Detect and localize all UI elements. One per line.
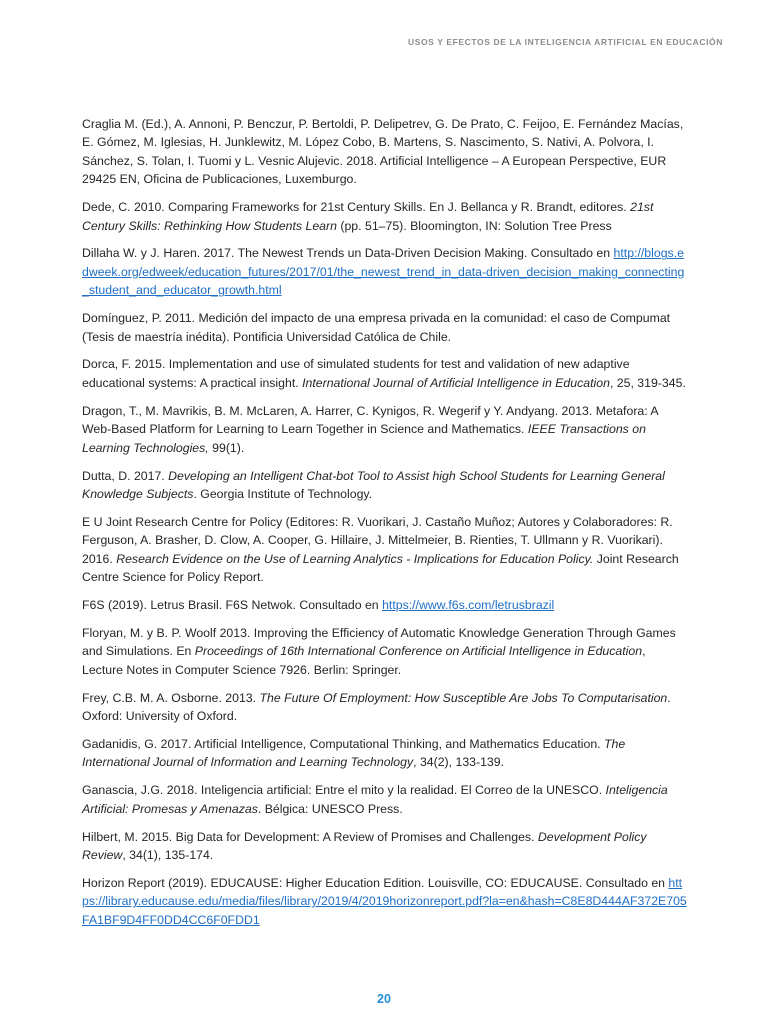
reference-entry: Ganascia, J.G. 2018. Inteligencia artificial: Entre el mito y la realidad. El Correo de la UNESCO. Inteligencia Artificial: Promesas y Amenazas. Bélgica: UNESCO Press.	[82, 783, 668, 816]
reference-entry: Dragon, T., M. Mavrikis, B. M. McLaren, A. Harrer, C. Kynigos, R. Wegerif y Y. Andyang. 2013. Metafora: A Web-Based Platform for Learning to Learn Together in Science and Mathematics. IEEE Transactions on Learning Technologies, 99(1).	[82, 403, 658, 455]
reference-entry: Dorca, F. 2015. Implementation and use of simulated students for test and validation of new adaptive educational systems: A practical insight. International Journal of Artificial Intelligence in Education, 25, 319-345.	[82, 357, 686, 390]
reference-entry: F6S (2019). Letrus Brasil. F6S Netwok. Consultado en https://www.f6s.com/letrusbrazil	[82, 597, 555, 612]
reference-entry: Horizon Report (2019). EDUCAUSE: Higher Education Edition. Louisville, CO: EDUCAUSE. Consultado en https://library.educause.edu/media/files/library/2019/4/2019horizonreport.pdf?la=en&hash=C8E8D444AF372E705FA1BF9D4FF0DD4CC6F0FDD1	[82, 875, 687, 927]
running-header: USOS Y EFECTOS DE LA INTELIGENCIA ARTIFICIAL EN EDUCACIÓN	[407, 37, 723, 47]
reference-entry: Domínguez, P. 2011. Medición del impacto de una empresa privada en la comunidad: el caso de Compumat (Tesis de maestría inédita). Pontificia Universidad Católica de Chile.	[82, 311, 671, 344]
reference-list	[82, 115, 688, 939]
reference-entry: Craglia M. (Ed.), A. Annoni, P. Benczur, P. Bertoldi, P. Delipetrev, G. De Prato, C. Feijoo, E. Fernández Macías, E. Gómez, M. Iglesias, H. Junklewitz, M. López Cobo, B. Martens, S. Nascimento, S. Nativi, A. Polvora, I. Sánchez, S. Tolan, I. Tuomi y L. Vesnic Alujevic. 2018. Artificial Intelligence – A European Perspective, EUR 29425 EN, Oficina de Publicaciones, Luxemburgo.	[82, 117, 684, 187]
reference-entry: Floryan, M. y B. P. Woolf 2013. Improving the Efficiency of Automatic Knowledge Generation Through Games and Simulations. En Proceedings of 16th International Conference on Artificial Intelligence in Education, Lecture Notes in Computer Science 7926. Berlin: Springer.	[82, 625, 676, 677]
reference-entry: Dillaha W. y J. Haren. 2017. The Newest Trends un Data-Driven Decision Making. Consultado en http://blogs.edweek.org/edweek/education_futures/2017/01/the_newest_trend_in_data-driven_decision_making_connecting_student_and_educator_growth.html	[82, 246, 685, 298]
reference-link[interactable]: https://library.educause.edu/media/files/library/2019/4/2019horizonreport.pdf?la=en&hash=C8E8D444AF372E705FA1BF9D4FF0DD4CC6F0FDD1	[82, 875, 687, 927]
page-number: 20	[377, 992, 391, 1006]
reference-entry: Hilbert, M. 2015. Big Data for Development: A Review of Promises and Challenges. Development Policy Review, 34(1), 135-174.	[82, 829, 647, 862]
reference-link[interactable]: http://blogs.edweek.org/edweek/education_futures/2017/01/the_newest_trend_in_data-driven_decision_making_connecting_student_and_educator_growth.html	[82, 246, 685, 298]
reference-entry: Frey, C.B. M. A. Osborne. 2013. The Future Of Employment: How Susceptible Are Jobs To Computarisation. Oxford: University of Oxford.	[82, 690, 671, 723]
reference-entry: Gadanidis, G. 2017. Artificial Intelligence, Computational Thinking, and Mathematics Education. The International Journal of Information and Learning Technology, 34(2), 133-139.	[82, 736, 626, 770]
reference-entry: Dutta, D. 2017. Developing an Intelligent Chat-bot Tool to Assist high School Students for Learning General Knowledge Subjects. Georgia Institute of Technology.	[82, 468, 665, 501]
reference-link[interactable]: https://www.f6s.com/letrusbrazil	[382, 597, 555, 612]
reference-entry: Dede, C. 2010. Comparing Frameworks for 21st Century Skills. En J. Bellanca y R. Brandt, editores. 21st Century Skills: Rethinking How Students Learn (pp. 51–75). Bloomington, IN: Solution Tree Press	[82, 200, 654, 233]
reference-entry: E U Joint Research Centre for Policy (Editores: R. Vuorikari, J. Castaño Muñoz; Autores y Colaboradores: R. Ferguson, A. Brasher, D. Clow, A. Cooper, G. Hillaire, J. Mittelmeier, B. Rienties, T. Ullmann y R. Vuorikari). 2016. Research Evidence on the Use of Learning Analytics - Implications for Education Policy. Joint Research Centre Science for Policy Report.	[82, 514, 679, 585]
